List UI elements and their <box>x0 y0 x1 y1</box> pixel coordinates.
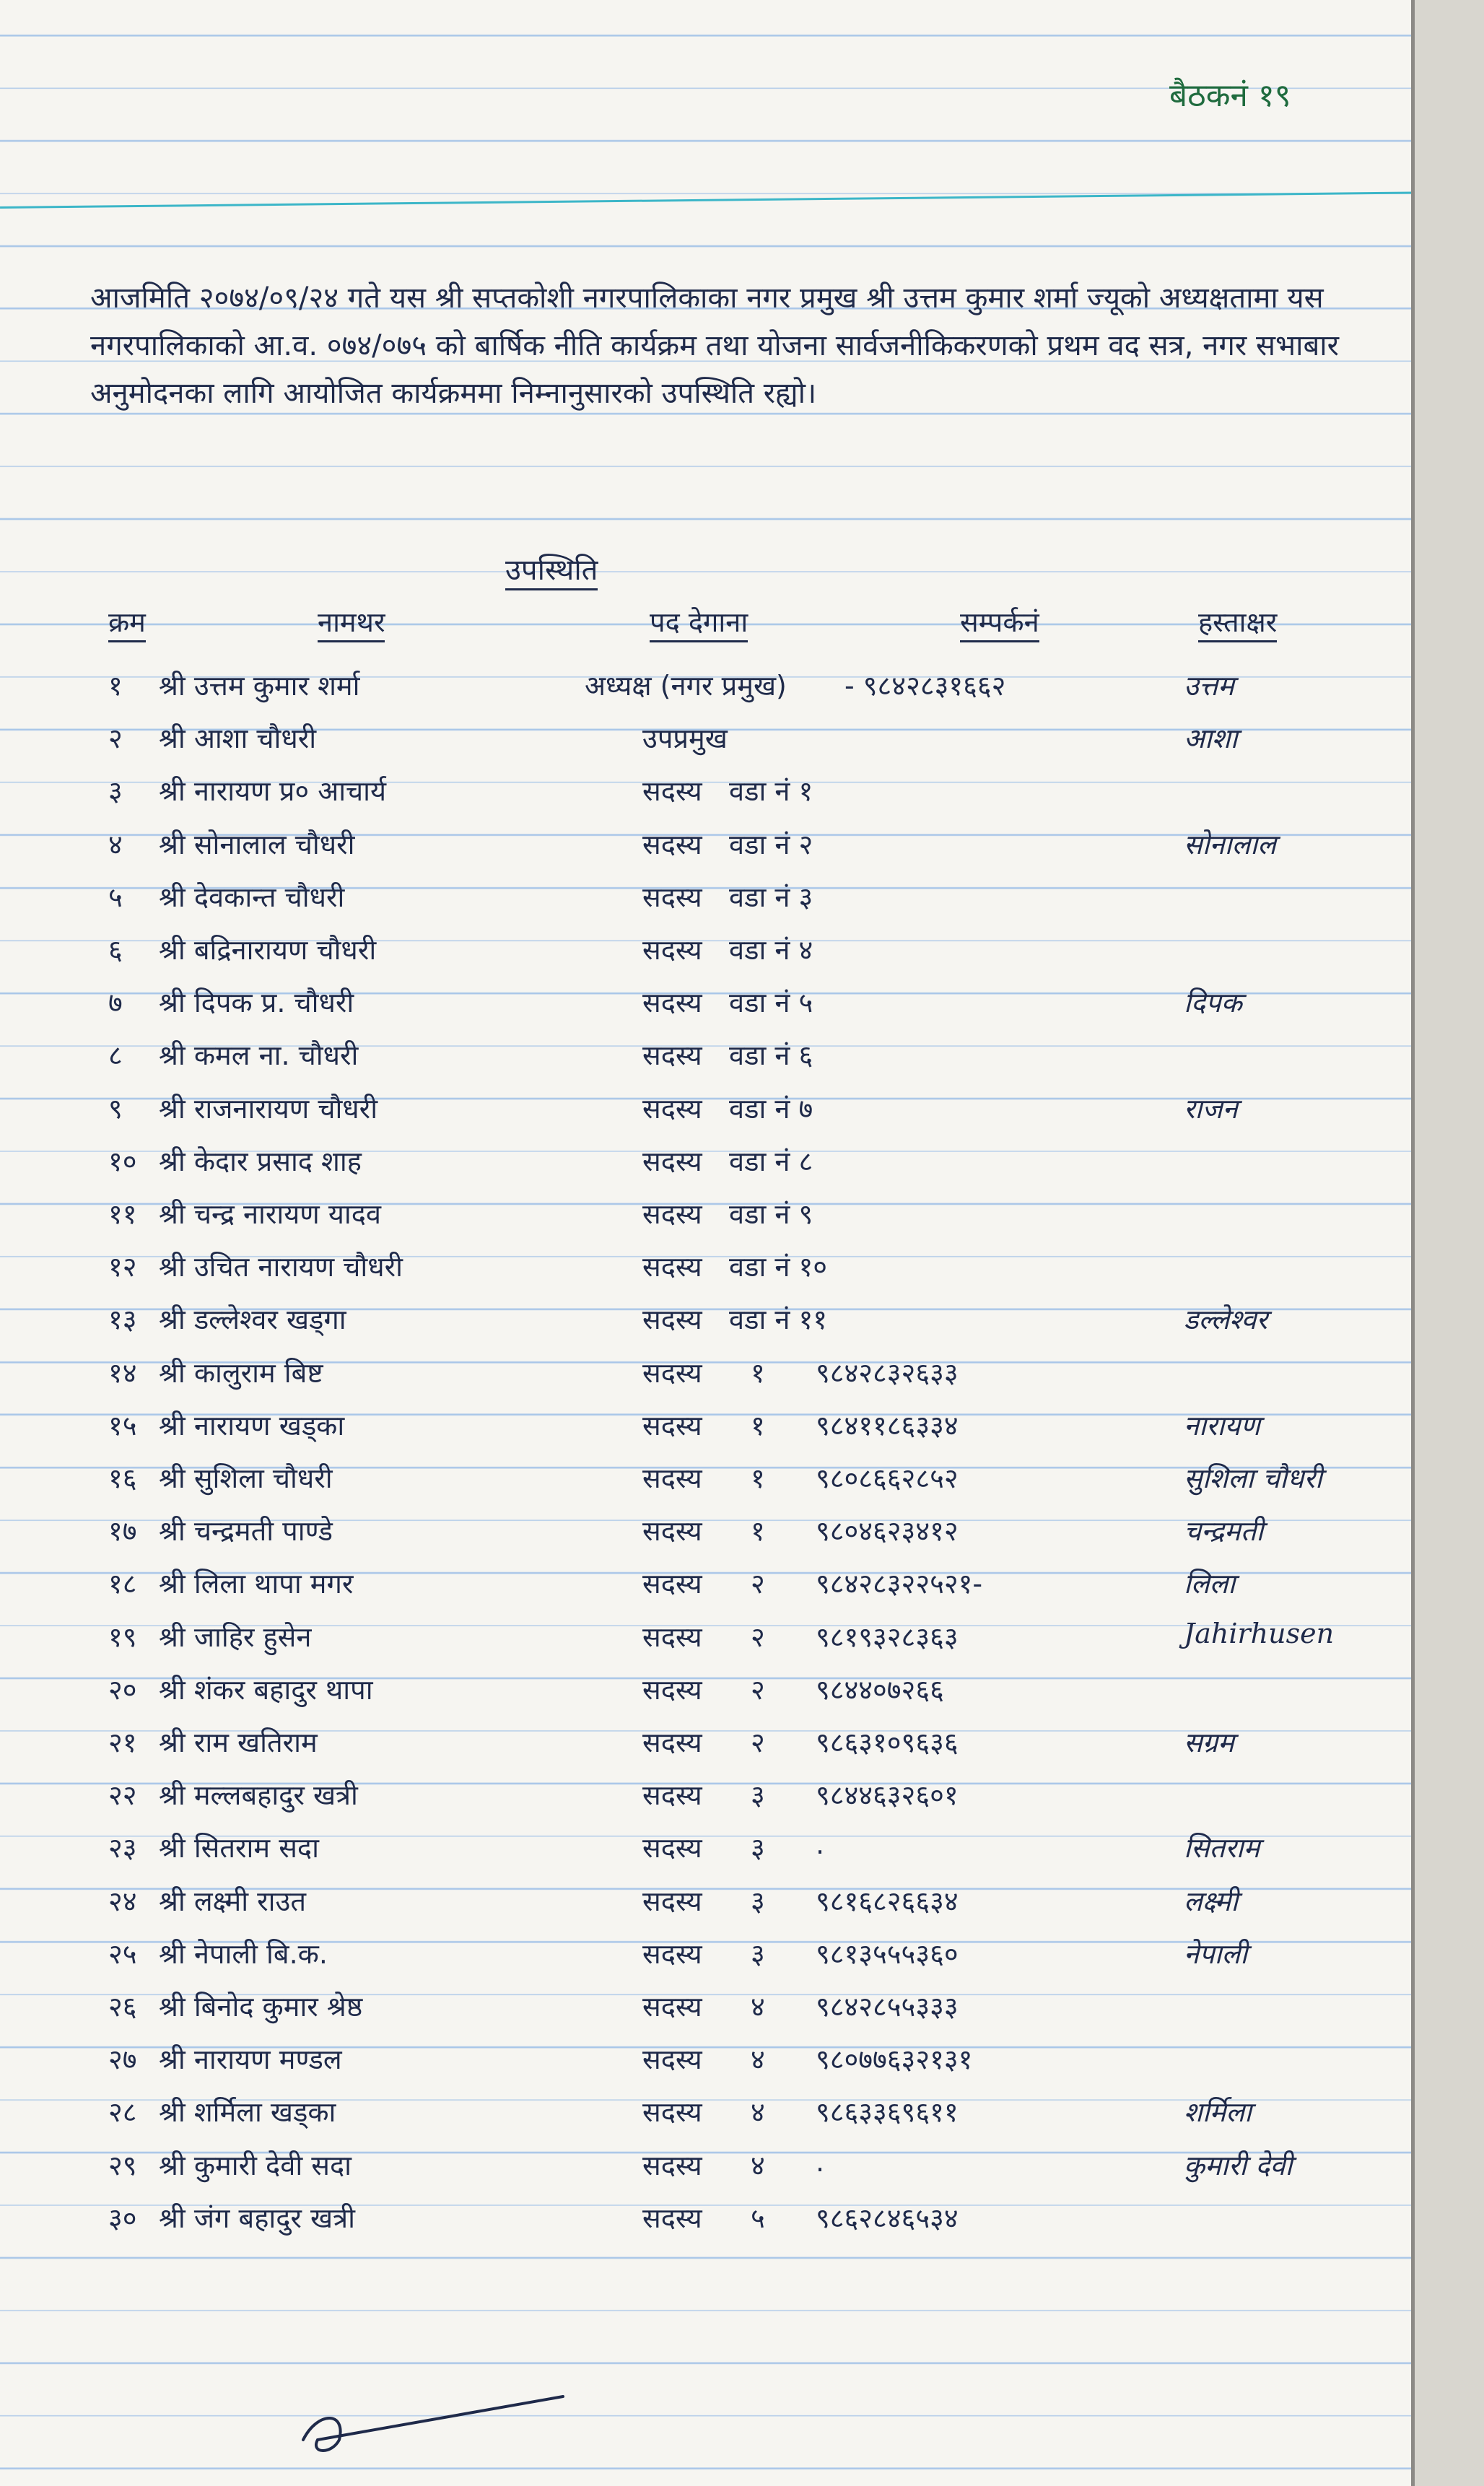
row-post: सदस्य <box>642 1673 702 1706</box>
row-name: श्री चन्द्रमती पाण्डे <box>159 1515 333 1548</box>
table-row <box>0 660 1415 711</box>
table-row <box>0 1400 1415 1451</box>
table-row <box>0 1506 1415 1556</box>
row-phone: ९८४४६३२६०१ <box>816 1779 959 1812</box>
row-ward: ४ <box>751 1991 765 2023</box>
table-row <box>0 1294 1415 1345</box>
row-ward: २ <box>751 1568 765 1600</box>
minutes-intro-text: आजमिति २०७४/०९/२४ गते यस श्री सप्तकोशी नगरपालिकाका नगर प्रमुख श्री उत्तम कुमार शर्मा ज्यूको अध्यक्षतामा यस नगरपालिकाको आ.व. ०७४/०७५ को बार्षिक नीति कार्यक्रम तथा योजना सार्वजनीकिकरणको प्रथम वद सत्र, नगर सभाबार अनुमोदनका लागि आयोजित कार्यक्रममा निम्नानुसारको उपस्थिति रह्यो। <box>90 282 1340 410</box>
row-post: सदस्य <box>642 2096 702 2129</box>
row-ward: वडा नं २ <box>729 828 813 860</box>
table-row <box>0 1558 1415 1609</box>
row-post: सदस्य <box>642 2044 702 2076</box>
row-name: श्री सितराम सदा <box>159 1832 319 1864</box>
row-name: श्री लक्ष्मी राउत <box>159 1885 307 1917</box>
row-serial-number: ११ <box>108 1198 137 1230</box>
table-row <box>0 2087 1415 2137</box>
table-row <box>0 1770 1415 1820</box>
row-serial-number: ४ <box>108 828 123 860</box>
row-signature: नारायण <box>1184 1409 1260 1442</box>
row-serial-number: १२ <box>108 1251 137 1283</box>
row-post: सदस्य <box>642 2202 702 2234</box>
row-post: सदस्य <box>642 1198 702 1230</box>
row-serial-number: १ <box>108 670 123 702</box>
row-name: श्री मल्लबहादुर खत्री <box>159 1779 358 1812</box>
row-name: श्री नारायण प्र० आचार्य <box>159 775 387 808</box>
row-phone: ९८०४६२३४१२ <box>816 1515 959 1548</box>
column-header-phone: सम्पर्कनं <box>960 603 1039 642</box>
table-row <box>0 977 1415 1028</box>
row-ward: वडा नं ३ <box>729 881 813 913</box>
table-row <box>0 1981 1415 2032</box>
table-row <box>0 2193 1415 2243</box>
row-post: सदस्य <box>642 987 702 1019</box>
row-post: सदस्य <box>642 1304 702 1336</box>
row-post: सदस्य <box>642 881 702 913</box>
row-name: श्री कालुराम बिष्ट <box>159 1356 323 1389</box>
row-name: श्री लिला थापा मगर <box>159 1568 354 1600</box>
table-row <box>0 1189 1415 1239</box>
row-post: अध्यक्ष (नगर प्रमुख) <box>585 670 787 702</box>
row-signature: चन्द्रमती <box>1184 1515 1264 1548</box>
table-row <box>0 1612 1415 1662</box>
row-ward: १ <box>751 1515 765 1548</box>
row-name: श्री दिपक प्र. चौधरी <box>159 987 354 1019</box>
column-header-sn: क्रम <box>108 603 146 642</box>
row-ward: वडा नं ११ <box>729 1304 828 1336</box>
row-serial-number: १७ <box>108 1515 137 1548</box>
row-serial-number: ३ <box>108 775 123 808</box>
row-serial-number: २ <box>108 723 123 755</box>
table-row <box>0 1876 1415 1927</box>
table-row <box>0 819 1415 870</box>
row-name: श्री सोनालाल चौधरी <box>159 828 355 860</box>
row-ward: २ <box>751 1727 765 1758</box>
row-post: सदस्य <box>642 1727 702 1758</box>
row-post: सदस्य <box>642 1779 702 1812</box>
attendance-heading: उपस्थिति <box>505 549 598 590</box>
row-post: सदस्य <box>642 934 702 966</box>
row-ward: ३ <box>751 1779 765 1812</box>
row-name: श्री बिनोद कुमार श्रेष्ठ <box>159 1991 363 2023</box>
row-serial-number: २८ <box>108 2096 137 2129</box>
column-header-name: नामथर <box>318 603 385 642</box>
row-name: श्री सुशिला चौधरी <box>159 1462 333 1494</box>
row-phone: ९८६३१०९६३६ <box>816 1727 959 1758</box>
row-signature: उत्तम <box>1184 670 1234 702</box>
row-ward: ३ <box>751 1832 765 1864</box>
row-ward: २ <box>751 1621 765 1653</box>
table-row <box>0 1665 1415 1715</box>
row-ward: वडा नं १ <box>729 775 813 808</box>
row-signature: सग्रम <box>1184 1727 1234 1758</box>
row-serial-number: ८ <box>108 1039 123 1072</box>
row-post: सदस्य <box>642 1145 702 1177</box>
row-post: सदस्य <box>642 1515 702 1548</box>
row-ward: २ <box>751 1673 765 1706</box>
row-name: श्री राम खतिराम <box>159 1727 318 1758</box>
row-serial-number: २० <box>108 1673 137 1706</box>
table-row <box>0 1136 1415 1187</box>
row-ward: ३ <box>751 1885 765 1917</box>
row-post: सदस्य <box>642 1039 702 1072</box>
row-post: सदस्य <box>642 1462 702 1494</box>
row-post: सदस्य <box>642 1568 702 1600</box>
row-signature: लक्ष्मी <box>1184 1885 1239 1917</box>
table-row <box>0 1717 1415 1768</box>
row-phone: ९८१९३२८३६३ <box>816 1621 959 1653</box>
row-phone: . <box>816 2145 825 2178</box>
row-ward: ४ <box>751 2044 765 2076</box>
row-post: सदस्य <box>642 1621 702 1653</box>
row-serial-number: ३० <box>108 2202 137 2234</box>
row-serial-number: ५ <box>108 881 123 913</box>
row-ward: वडा नं ९ <box>729 1198 813 1230</box>
row-name: श्री शर्मिला खड्का <box>159 2096 336 2129</box>
table-row <box>0 1030 1415 1081</box>
row-ward: वडा नं ६ <box>729 1039 813 1072</box>
row-name: श्री डल्लेश्वर खड्गा <box>159 1304 346 1336</box>
row-ward: वडा नं १० <box>729 1251 828 1283</box>
row-ward: वडा नं ४ <box>729 934 813 966</box>
table-row <box>0 1083 1415 1134</box>
row-serial-number: १४ <box>108 1356 137 1389</box>
row-signature: डल्लेश्वर <box>1184 1304 1268 1336</box>
row-serial-number: २३ <box>108 1832 137 1864</box>
row-serial-number: २४ <box>108 1885 137 1917</box>
row-phone: . <box>816 1828 825 1861</box>
row-post: सदस्य <box>642 775 702 808</box>
row-phone: ९८१३५५५३६० <box>816 1937 959 1970</box>
row-serial-number: २५ <box>108 1937 137 1970</box>
row-name: श्री नारायण मण्डल <box>159 2044 342 2076</box>
row-signature: कुमारी देवी <box>1184 2149 1293 2181</box>
table-row <box>0 766 1415 816</box>
row-serial-number: २१ <box>108 1727 137 1758</box>
row-phone: ९८४२८३२२५२१- <box>816 1568 983 1600</box>
row-signature: दिपक <box>1184 987 1242 1019</box>
table-row <box>0 925 1415 975</box>
row-name: श्री कमल ना. चौधरी <box>159 1039 359 1072</box>
row-serial-number: १८ <box>108 1568 137 1600</box>
table-row <box>0 1929 1415 1979</box>
row-name: श्री आशा चौधरी <box>159 723 317 755</box>
row-ward: ४ <box>751 2096 765 2129</box>
row-name: श्री उचित नारायण चौधरी <box>159 1251 403 1283</box>
row-phone: ९८०८६६२८५२ <box>816 1462 959 1494</box>
row-post: सदस्य <box>642 1251 702 1283</box>
table-row <box>0 872 1415 923</box>
row-ward: ५ <box>751 2202 765 2234</box>
row-post: सदस्य <box>642 1356 702 1389</box>
meeting-number: बैठकनं १९ <box>1169 77 1291 114</box>
end-scribble-icon <box>289 2382 577 2461</box>
table-row <box>0 2140 1415 2191</box>
row-phone: ९८४२८५५३३३ <box>816 1991 959 2023</box>
row-name: श्री नेपाली बि.क. <box>159 1937 328 1970</box>
row-ward: १ <box>751 1462 765 1494</box>
column-header-sign: हस्ताक्षर <box>1198 603 1277 642</box>
row-name: श्री देवकान्त चौधरी <box>159 881 345 913</box>
row-signature: लिला <box>1184 1568 1236 1600</box>
row-name: श्री केदार प्रसाद शाह <box>159 1145 362 1177</box>
row-signature: आशा <box>1184 723 1238 755</box>
row-serial-number: १९ <box>108 1621 137 1653</box>
row-signature: नेपाली <box>1184 1937 1248 1970</box>
row-serial-number: ९ <box>108 1092 123 1125</box>
row-post: सदस्य <box>642 828 702 860</box>
row-phone: ९८४११८६३३४ <box>816 1409 959 1442</box>
row-serial-number: २९ <box>108 2149 137 2181</box>
row-ward: ३ <box>751 1937 765 1970</box>
row-post: सदस्य <box>642 1092 702 1125</box>
row-phone: ९८६२८४६५३४ <box>816 2202 959 2234</box>
row-serial-number: १५ <box>108 1409 137 1442</box>
row-serial-number: ६ <box>108 934 123 966</box>
table-row <box>0 713 1415 764</box>
row-post: उपप्रमुख <box>642 723 728 755</box>
row-serial-number: १६ <box>108 1462 137 1494</box>
row-post: सदस्य <box>642 1991 702 2023</box>
row-name: श्री शंकर बहादुर थापा <box>159 1673 373 1706</box>
row-signature: शर्मिला <box>1184 2096 1252 2129</box>
row-ward: १ <box>751 1356 765 1389</box>
row-phone: ९८१६८२६६३४ <box>816 1885 959 1917</box>
row-phone: ९८६३३६९६११ <box>816 2096 959 2129</box>
table-row <box>0 1453 1415 1504</box>
table-row <box>0 1242 1415 1292</box>
row-signature: सोनालाल <box>1184 828 1276 860</box>
row-name: श्री उत्तम कुमार शर्मा <box>159 670 360 702</box>
row-signature: सितराम <box>1184 1832 1260 1864</box>
row-ward: वडा नं ५ <box>729 987 813 1019</box>
table-row <box>0 2034 1415 2085</box>
row-phone: ९८४४०७२६६ <box>816 1673 944 1706</box>
row-post: सदस्य <box>642 1937 702 1970</box>
row-serial-number: २७ <box>108 2044 137 2076</box>
row-phone: ९८०७७६३२१३१ <box>816 2044 973 2076</box>
row-serial-number: २६ <box>108 1991 137 2023</box>
row-ward: वडा नं ८ <box>729 1145 813 1177</box>
header-margin-line <box>0 191 1415 209</box>
row-ward: १ <box>751 1409 765 1442</box>
row-serial-number: १० <box>108 1145 137 1177</box>
row-name: श्री चन्द्र नारायण यादव <box>159 1198 382 1230</box>
row-phone: ९८४२८३२६३३ <box>816 1356 959 1389</box>
row-serial-number: १३ <box>108 1304 137 1336</box>
row-name: श्री जाहिर हुसेन <box>159 1621 312 1653</box>
row-ward: ४ <box>751 2149 765 2181</box>
row-post: सदस्य <box>642 1832 702 1864</box>
row-name: श्री राजनारायण चौधरी <box>159 1092 378 1125</box>
row-serial-number: ७ <box>108 987 123 1019</box>
row-post: सदस्य <box>642 1885 702 1917</box>
row-post: सदस्य <box>642 1409 702 1442</box>
row-signature: सुशिला चौधरी <box>1184 1462 1322 1494</box>
row-name: श्री नारायण खड्का <box>159 1409 345 1442</box>
row-name: श्री जंग बहादुर खत्री <box>159 2202 355 2234</box>
row-signature: राजन <box>1184 1092 1238 1125</box>
row-signature: Jahirhusen <box>1184 1617 1335 1649</box>
column-header-post: पद देगाना <box>650 603 748 642</box>
row-serial-number: २२ <box>108 1779 137 1812</box>
row-name: श्री कुमारी देवी सदा <box>159 2149 352 2181</box>
table-row <box>0 1348 1415 1398</box>
row-ward: वडा नं ७ <box>729 1092 813 1125</box>
row-post: सदस्य <box>642 2149 702 2181</box>
row-phone: - ९८४२८३१६६२ <box>844 670 1006 702</box>
row-name: श्री बद्रिनारायण चौधरी <box>159 934 377 966</box>
table-row <box>0 1823 1415 1873</box>
